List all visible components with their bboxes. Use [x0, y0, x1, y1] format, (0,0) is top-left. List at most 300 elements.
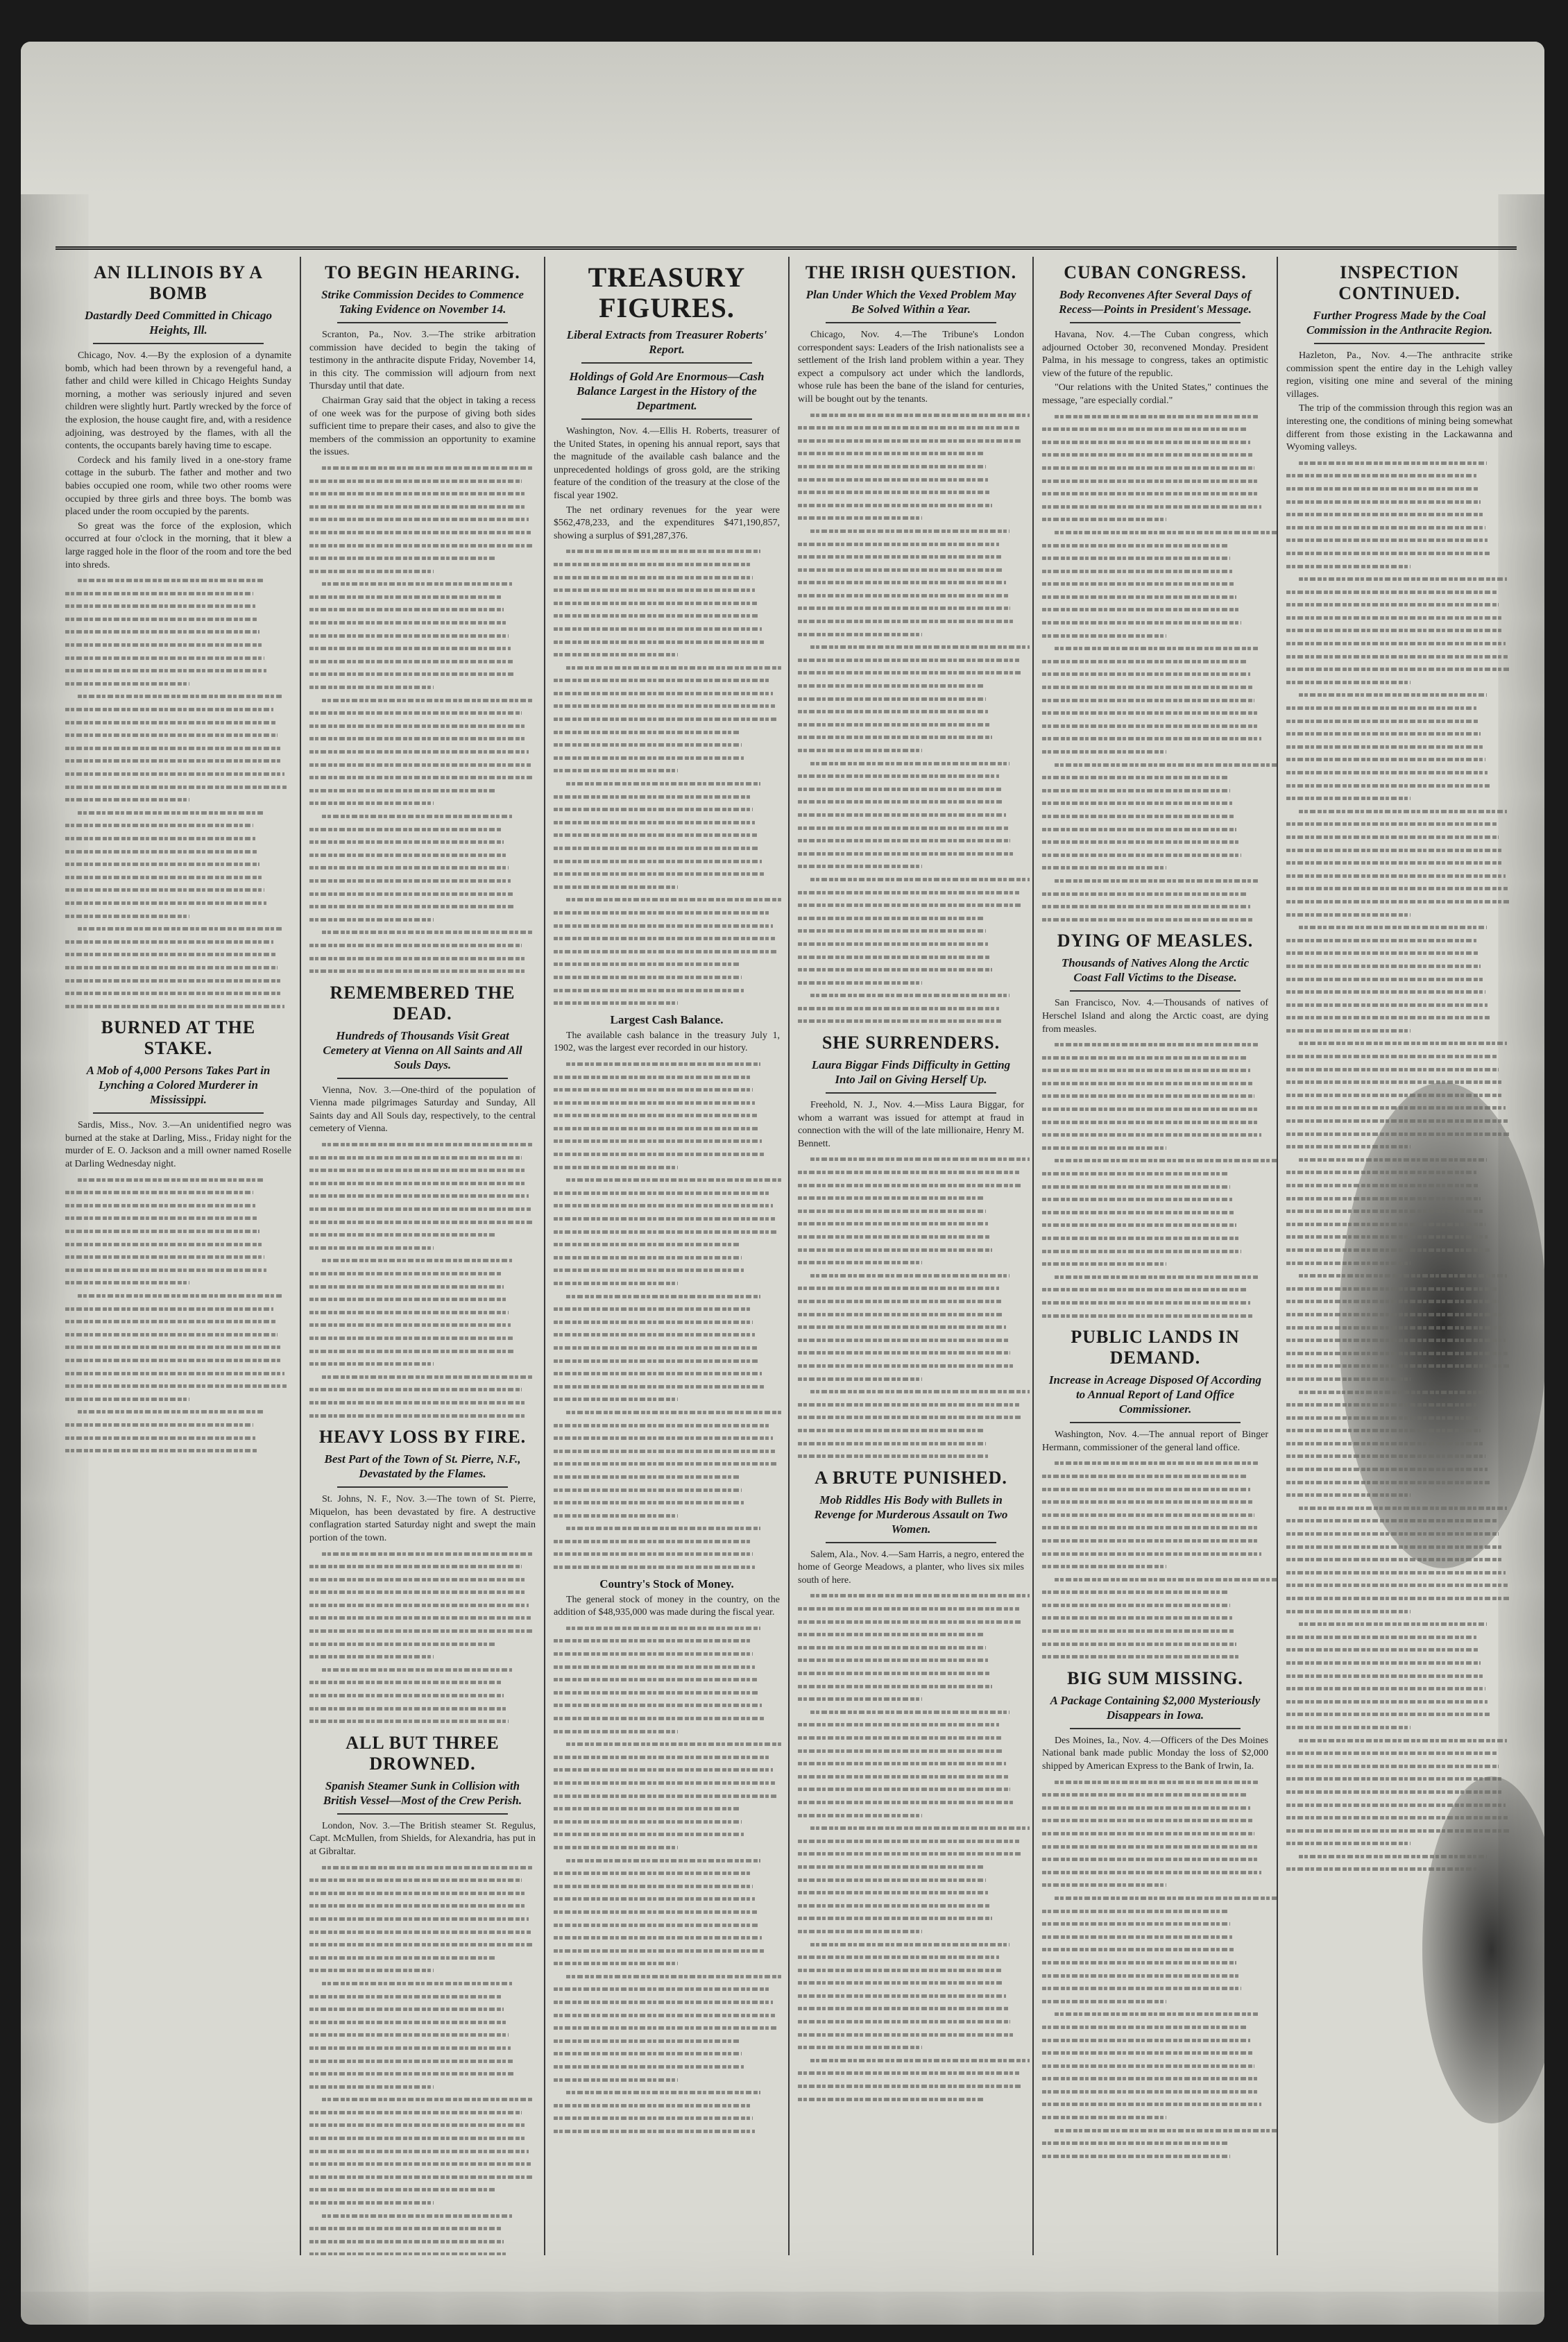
article-headline: BURNED AT THE STAKE.: [101, 1017, 256, 1059]
illegible-text-line: [78, 806, 263, 819]
illegible-text-line: [798, 1717, 999, 1731]
illegible-text-line: [554, 815, 755, 829]
illegible-text-line: [1042, 745, 1166, 758]
illegible-text-line: [65, 1185, 253, 1198]
illegible-text-line: [554, 1457, 778, 1470]
section-rule: [1070, 990, 1241, 992]
news-article: [554, 1013, 780, 1573]
illegible-text-line: [1299, 1268, 1507, 1282]
illegible-text-line: [554, 1776, 775, 1789]
illegible-text-line: [798, 1204, 986, 1217]
illegible-text-line: [1042, 2059, 1254, 2072]
article-headline: TREASURY FIGURES.: [588, 262, 746, 323]
illegible-text-line: [1299, 1617, 1487, 1630]
illegible-text-line: [1286, 830, 1499, 843]
illegible-text-line: [1286, 1488, 1411, 1501]
illegible-text-line: [309, 2080, 434, 2093]
illegible-text-line: [554, 2034, 739, 2047]
illegible-text-line: [554, 1483, 742, 1496]
illegible-text-line: [1055, 874, 1258, 887]
illegible-text-line: [554, 1212, 775, 1225]
illegible-text-line: [1042, 2097, 1261, 2110]
illegible-text-line: [1286, 881, 1508, 894]
illegible-text-line: [309, 551, 495, 564]
illegible-text-line: [798, 962, 992, 976]
illegible-text-line: [65, 1443, 257, 1457]
illegible-text-line: [1042, 848, 1241, 861]
illegible-text-line: [1042, 1904, 1227, 1917]
illegible-text-line: [566, 661, 781, 674]
illegible-text-line: [309, 2002, 504, 2015]
illegible-text-line: [1286, 752, 1485, 765]
illegible-text-line: [309, 1688, 504, 1702]
illegible-text-line: [65, 767, 284, 780]
illegible-text-line: [65, 1431, 255, 1444]
illegible-text-line: [65, 1250, 264, 1263]
illegible-text-line: [1286, 468, 1476, 482]
illegible-text-line: [810, 524, 1009, 537]
illegible-text-line: [554, 1866, 751, 1879]
illegible-text-line: [554, 1763, 773, 1776]
illegible-text-line: [1286, 1475, 1490, 1488]
illegible-text-line: [65, 896, 266, 909]
illegible-text-line: [309, 745, 529, 758]
illegible-text-line: [798, 2079, 1022, 2092]
illegible-text-line: [1042, 435, 1250, 448]
illegible-text-line: [65, 947, 275, 960]
illegible-text-line: [1299, 1036, 1507, 1049]
illegible-text-line: [1042, 1852, 1259, 1865]
illegible-text-line: [1042, 1826, 1254, 1840]
illegible-text-line: [309, 1675, 502, 1688]
illegible-text-line: [554, 1534, 751, 1547]
illegible-text-line: [798, 1731, 1001, 1744]
illegible-text-line: [309, 1702, 506, 1715]
illegible-text-line: [1286, 1191, 1481, 1205]
illegible-text-line: [1042, 1547, 1261, 1560]
illegible-text-line: [798, 434, 1022, 447]
article-headline: HEAVY LOSS BY FIRE.: [318, 1427, 527, 1448]
illegible-text-line: [1055, 1775, 1258, 1788]
illegible-text-line: [309, 2041, 511, 2054]
illegible-text-line: [1042, 1788, 1248, 1801]
section-rule: [1314, 343, 1485, 344]
illegible-text-line: [810, 1705, 1009, 1718]
illegible-text-line: [554, 1892, 755, 1905]
illegible-text-line: [1299, 1153, 1487, 1166]
news-article: [1042, 262, 1268, 925]
article-paragraph: The net ordinary revenues for the year were $562,478,233, and the expenditures $471,190,857, showing a surplus of $91,287,376.: [554, 504, 780, 541]
illegible-text-line: [1286, 1010, 1490, 1024]
illegible-text-line: [1286, 1062, 1499, 1076]
illegible-text-line: [1042, 616, 1241, 629]
illegible-text-line: [1286, 1824, 1510, 1837]
illegible-text-line: [322, 1976, 512, 1989]
illegible-text-line: [1286, 675, 1411, 688]
illegible-text-line: [810, 1588, 1030, 1602]
illegible-text-line: [1042, 1969, 1239, 1982]
illegible-text-line: [554, 2098, 751, 2112]
illegible-text-line: [1299, 1733, 1507, 1747]
illegible-text-line: [798, 563, 1004, 576]
section-rule: [1070, 1728, 1241, 1729]
illegible-text-line: [798, 1230, 990, 1243]
article-paragraph: London, Nov. 3.—The British steamer St. Regulus, Capt. McMullen, from Shields, for Alexandria, has put in at Gibraltar.: [309, 1820, 536, 1857]
illegible-text-line: [1286, 727, 1481, 740]
illegible-text-line: [810, 1152, 1030, 1165]
illegible-text-line: [1042, 1469, 1248, 1482]
illegible-text-line: [1286, 843, 1501, 856]
section-rule: [93, 343, 264, 344]
illegible-text-line: [322, 2209, 512, 2222]
illegible-text-line: [309, 564, 434, 577]
illegible-text-line: [65, 1392, 189, 1405]
illegible-text-line: [798, 1795, 1013, 1808]
news-article: [798, 1033, 1024, 1462]
illegible-text-line: [65, 1418, 253, 1431]
illegible-text-line: [554, 1302, 751, 1315]
illegible-text-line: [1042, 461, 1254, 474]
article-headline: DYING OF MEASLES.: [1057, 931, 1254, 951]
illegible-text-line: [554, 1341, 757, 1354]
illegible-text-line: [798, 1744, 1004, 1757]
illegible-text-line: [1042, 577, 1234, 590]
illegible-text-line: [798, 2001, 1008, 2014]
illegible-text-line: [1055, 1153, 1278, 1166]
illegible-text-line: [1286, 856, 1503, 869]
illegible-text-line: [1286, 1139, 1411, 1153]
illegible-text-line: [65, 754, 282, 767]
illegible-text-line: [78, 922, 284, 935]
illegible-text-line: [309, 1266, 502, 1280]
news-article: [309, 1427, 536, 1727]
section-rule: [1070, 322, 1241, 323]
section-rule: [826, 322, 996, 323]
illegible-text-line: [798, 1911, 992, 1924]
illegible-text-line: [65, 974, 280, 987]
illegible-text-line: [65, 960, 278, 974]
illegible-text-line: [554, 2008, 775, 2021]
illegible-text-line: [1042, 731, 1261, 745]
illegible-text-line: [309, 667, 515, 680]
news-article: [65, 1017, 291, 1456]
illegible-text-line: [566, 1405, 781, 1418]
illegible-text-line: [1042, 1180, 1230, 1193]
illegible-text-line: [1286, 597, 1499, 611]
article-subheadline: Body Reconvenes After Several Days of Recess—Points in President's Message.: [1059, 288, 1252, 316]
section-rule: [826, 1542, 996, 1543]
article-subheadline: Strike Commission Decides to Commence Taking Evidence on November 14.: [321, 288, 524, 316]
illegible-text-line: [309, 1637, 495, 1650]
illegible-text-line: [65, 586, 253, 600]
illegible-text-line: [65, 1237, 262, 1250]
illegible-text-line: [798, 1679, 992, 1692]
article-subheadline: Holdings of Gold Are Enormous—Cash Balance Largest in the History of the Department.: [569, 370, 765, 412]
illegible-text-line: [1042, 512, 1166, 525]
illegible-text-line: [1286, 1321, 1503, 1334]
illegible-text-line: [798, 1281, 999, 1294]
illegible-text-line: [1055, 1891, 1278, 1904]
illegible-text-line: [1286, 1643, 1478, 1656]
article-paragraph: Chicago, Nov. 4.—By the explosion of a dynamite bomb, which had been thrown by a revengeful hand, a father and child were killed in Chicago Heights Sunday morning, a mother was seriously injured and seven children were slightly hurt. Partly wrecked by the force of the explosion, the house caught fire, and, with a residence adjoining, was destroyed by the flames, with all the contents, the occupants barely having time to escape.: [65, 350, 291, 452]
news-article: [554, 262, 780, 1009]
illegible-text-line: [798, 1885, 988, 1899]
illegible-text-line: [798, 665, 1022, 679]
illegible-text-line: [309, 512, 529, 525]
illegible-text-line: [554, 1225, 778, 1238]
illegible-text-line: [65, 935, 273, 948]
illegible-text-line: [1286, 1630, 1476, 1643]
illegible-text-line: [798, 847, 1013, 860]
illegible-text-line: [1042, 1244, 1241, 1257]
illegible-text-line: [1286, 1346, 1508, 1359]
illegible-text-line: [1286, 662, 1510, 675]
article-paragraph: Sardis, Miss., Nov. 3.—An unidentified negro was burned at the stake at Darling, Miss., Friday night for the murder of E. O. Jackson and a mill owner named Roselle at Darling Wednesday night.: [65, 1120, 291, 1170]
illegible-text-line: [309, 1559, 522, 1572]
illegible-text-line: [1299, 456, 1487, 469]
illegible-text-line: [566, 2085, 760, 2098]
illegible-text-line: [309, 2118, 525, 2131]
illegible-text-line: [798, 1346, 1010, 1359]
illegible-text-line: [1042, 719, 1259, 732]
illegible-text-line: [554, 1905, 757, 1918]
illegible-text-line: [1042, 564, 1232, 577]
illegible-text-line: [1286, 1204, 1483, 1217]
illegible-text-line: [1286, 1230, 1488, 1243]
illegible-text-line: [1042, 1141, 1166, 1154]
illegible-text-line: [309, 1344, 515, 1357]
illegible-text-line: [1042, 1257, 1166, 1270]
illegible-text-line: [554, 1327, 755, 1341]
illegible-text-line: [554, 1380, 764, 1393]
illegible-text-line: [1286, 1372, 1411, 1385]
illegible-text-line: [65, 638, 262, 651]
illegible-text-line: [798, 485, 990, 498]
illegible-text-line: [554, 1801, 739, 1815]
illegible-text-line: [554, 1354, 760, 1367]
illegible-text-line: [798, 1001, 999, 1015]
news-column: [301, 257, 545, 2255]
illegible-text-line: [1286, 1746, 1497, 1759]
illegible-text-line: [554, 2124, 755, 2137]
illegible-text-line: [1042, 500, 1261, 513]
illegible-text-line: [1286, 972, 1483, 985]
illegible-text-line: [798, 1782, 1010, 1795]
illegible-text-line: [309, 848, 506, 861]
article-headline: ALL BUT THREE DROWNED.: [346, 1732, 500, 1774]
illegible-text-line: [554, 1134, 762, 1147]
illegible-text-line: [798, 808, 1006, 821]
illegible-text-line: [810, 1384, 1030, 1398]
illegible-text-line: [309, 731, 527, 745]
illegible-text-line: [309, 964, 527, 977]
illegible-text-line: [322, 925, 532, 938]
illegible-text-line: [1286, 1591, 1510, 1604]
illegible-text-line: [1042, 551, 1230, 564]
illegible-text-line: [1286, 546, 1490, 559]
illegible-text-line: [309, 783, 495, 797]
illegible-text-line: [1042, 809, 1234, 822]
illegible-text-line: [1042, 538, 1227, 552]
illegible-text-line: [1042, 770, 1227, 783]
illegible-text-line: [309, 2247, 506, 2255]
news-column: [57, 257, 301, 2255]
article-paragraph: So great was the force of the explosion, which occurred at four o'clock in the morning, that it blew a large ragged hole in the floor of the room and tore the bed into shreds.: [65, 520, 291, 570]
illegible-text-line: [798, 627, 922, 640]
illegible-text-line: [554, 1711, 764, 1724]
section-rule: [337, 1813, 508, 1815]
illegible-text-line: [65, 1314, 275, 1327]
illegible-text-line: [554, 957, 739, 970]
illegible-text-line: [554, 2021, 778, 2034]
illegible-text-line: [1286, 611, 1501, 624]
illegible-text-line: [554, 1995, 773, 2008]
illegible-text-line: [554, 763, 678, 777]
illegible-text-line: [65, 845, 257, 858]
illegible-text-line: [1042, 1585, 1227, 1598]
illegible-text-line: [309, 1963, 434, 1976]
illegible-text-line: [1042, 1115, 1259, 1128]
illegible-text-line: [309, 1305, 509, 1318]
illegible-text-line: [554, 790, 751, 803]
illegible-text-line: [1055, 409, 1258, 423]
illegible-text-line: [1286, 1449, 1485, 1462]
illegible-text-line: [1286, 1024, 1411, 1037]
illegible-text-line: [309, 2170, 534, 2183]
illegible-text-line: [1042, 2136, 1227, 2149]
illegible-text-line: [309, 1357, 434, 1370]
illegible-text-line: [798, 1615, 1022, 1628]
illegible-text-line: [322, 1547, 532, 1560]
illegible-text-line: [554, 1840, 678, 1853]
illegible-text-line: [1286, 1282, 1497, 1295]
illegible-text-line: [1042, 1981, 1241, 1994]
section-rule: [1070, 1422, 1241, 1423]
illegible-text-line: [566, 1853, 760, 1867]
illegible-text-line: [566, 1289, 760, 1302]
illegible-text-line: [1042, 1930, 1232, 1943]
news-article: [309, 1733, 536, 2255]
illegible-text-line: [1042, 602, 1239, 616]
illegible-text-line: [554, 1750, 771, 1763]
illegible-text-line: [309, 706, 522, 719]
illegible-text-line: [798, 937, 988, 950]
illegible-text-line: [798, 911, 983, 924]
illegible-text-line: [798, 1359, 1013, 1372]
illegible-text-line: [65, 909, 189, 922]
article-headline: A BRUTE PUNISHED.: [815, 1467, 1007, 1488]
article-paragraph: Salem, Ala., Nov. 4.—Sam Harris, a negro, entered the home of George Meadows, a planter, who lives six miles south of here.: [798, 1549, 1024, 1586]
illegible-text-line: [1286, 779, 1490, 792]
illegible-text-line: [798, 704, 988, 718]
illegible-text-line: [309, 1899, 527, 1912]
illegible-text-line: [1042, 822, 1236, 835]
illegible-text-line: [1299, 1385, 1487, 1398]
illegible-text-line: [309, 1912, 529, 1925]
illegible-text-line: [1042, 1205, 1234, 1219]
illegible-text-line: [1286, 765, 1488, 779]
illegible-text-line: [1286, 894, 1510, 908]
illegible-text-line: [309, 1951, 495, 1964]
illegible-text-line: [1286, 1578, 1508, 1591]
section-rule: [581, 362, 752, 364]
illegible-text-line: [1042, 1296, 1250, 1309]
illegible-text-line: [554, 1444, 775, 1457]
illegible-text-line: [798, 1449, 988, 1462]
illegible-text-line: [798, 1372, 922, 1385]
illegible-text-line: [554, 867, 764, 880]
article-subheadline: Country's Stock of Money.: [599, 1577, 734, 1590]
illegible-text-line: [554, 1108, 757, 1121]
illegible-text-line: [566, 544, 760, 557]
illegible-text-line: [309, 1886, 525, 1899]
illegible-text-line: [1286, 1798, 1506, 1811]
illegible-text-line: [810, 640, 1030, 653]
article-headline: TO BEGIN HEARING.: [325, 262, 520, 282]
illegible-text-line: [309, 1382, 522, 1395]
illegible-text-line: [1286, 985, 1485, 998]
illegible-text-line: [309, 719, 525, 732]
illegible-text-line: [1042, 2149, 1230, 2162]
illegible-text-line: [1042, 1598, 1230, 1611]
illegible-text-line: [309, 525, 531, 538]
illegible-text-line: [798, 1255, 922, 1268]
illegible-text-line: [1286, 1333, 1506, 1346]
illegible-text-line: [798, 2040, 922, 2053]
illegible-text-line: [798, 1989, 1006, 2002]
illegible-text-line: [1286, 817, 1497, 830]
illegible-text-line: [798, 421, 1019, 434]
illegible-text-line: [798, 1333, 1008, 1346]
illegible-text-line: [65, 1353, 282, 1366]
illegible-text-line: [309, 822, 502, 835]
illegible-text-line: [309, 1280, 504, 1293]
illegible-text-line: [554, 1470, 739, 1483]
illegible-text-line: [1042, 783, 1230, 797]
illegible-text-line: [322, 461, 532, 474]
illegible-text-line: [309, 486, 525, 500]
illegible-text-line: [65, 780, 287, 793]
illegible-text-line: [798, 692, 986, 705]
illegible-text-line: [1055, 641, 1258, 654]
illegible-text-line: [65, 612, 257, 625]
illegible-text-line: [798, 885, 1019, 899]
illegible-text-line: [554, 1186, 771, 1199]
illegible-text-line: [1042, 1128, 1261, 1141]
illegible-text-line: [554, 931, 775, 944]
illegible-text-line: [1286, 1695, 1488, 1708]
illegible-text-line: [1042, 1955, 1236, 1969]
illegible-text-line: [309, 590, 502, 603]
illegible-text-line: [798, 537, 999, 550]
illegible-text-line: [798, 550, 1001, 563]
illegible-text-line: [309, 874, 511, 887]
news-article: [1042, 931, 1268, 1321]
illegible-text-line: [798, 446, 983, 459]
illegible-text-line: [798, 1191, 983, 1204]
illegible-text-line: [1042, 1218, 1236, 1231]
illegible-text-line: [798, 473, 988, 486]
illegible-text-line: [1286, 1785, 1503, 1798]
illegible-text-line: [322, 1860, 532, 1874]
illegible-text-line: [1042, 1520, 1257, 1534]
illegible-text-line: [554, 2060, 744, 2073]
illegible-text-line: [1042, 1166, 1227, 1180]
illegible-text-line: [554, 1672, 757, 1686]
illegible-text-line: [798, 821, 1008, 834]
illegible-text-line: [309, 616, 506, 629]
illegible-text-line: [1286, 1075, 1501, 1088]
